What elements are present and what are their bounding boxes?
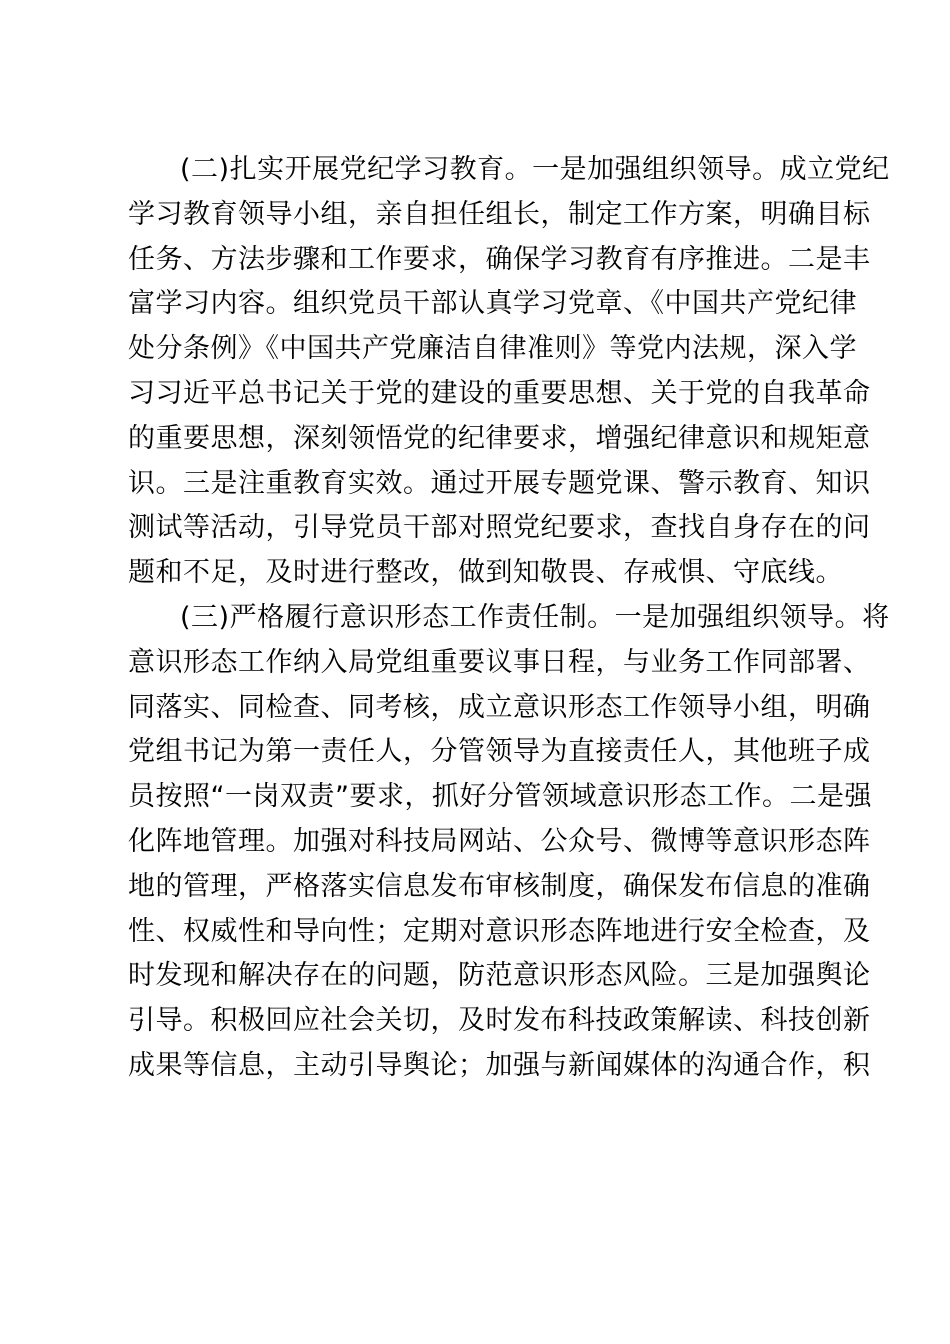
text-line: (三)严格履行意识形态工作责任制。一是加强组织领导。将 (180, 601, 890, 633)
text-line: 党组书记为第一责任人，分管领导为直接责任人，其他班子成 (128, 736, 871, 768)
text-line: 员按照“一岗双责”要求，抓好分管领域意识形态工作。二是强 (128, 781, 872, 813)
text-line: 处分条例》《中国共产党廉洁自律准则》等党内法规，深入学 (128, 333, 857, 365)
text-line: 地的管理，严格落实信息发布审核制度，确保发布信息的准确 (128, 870, 871, 902)
text-line: 的重要思想，深刻领悟党的纪律要求，增强纪律意识和规矩意 (128, 422, 871, 454)
text-line: 测试等活动，引导党员干部对照党纪要求，查找自身存在的问 (128, 512, 871, 544)
paragraph-party-discipline-education (128, 148, 890, 596)
text-line: (二)扎实开展党纪学习教育。一是加强组织领导。成立党纪 (180, 154, 890, 185)
text-line: 习习近平总书记关于党的建设的重要思想、关于党的自我革命 (128, 377, 871, 409)
text-line: 引导。积极回应社会关切，及时发布科技政策解读、科技创新 (128, 1005, 871, 1037)
document-body (128, 148, 890, 1089)
text-line: 题和不足，及时进行整改，做到知敬畏、存戒惧、守底线。 (128, 557, 843, 589)
text-line: 性、权威性和导向性；定期对意识形态阵地进行安全检查，及 (128, 915, 871, 947)
text-line: 富学习内容。组织党员干部认真学习党章、《中国共产党纪律 (128, 288, 857, 320)
text-line: 时发现和解决存在的问题，防范意识形态风险。三是加强舆论 (128, 960, 871, 992)
text-line: 识。三是注重教育实效。通过开展专题党课、警示教育、知识 (128, 467, 871, 499)
text-line: 任务、方法步骤和工作要求，确保学习教育有序推进。二是丰 (128, 243, 871, 275)
text-line: 意识形态工作纳入局党组重要议事日程，与业务工作同部署、 (128, 646, 871, 678)
text-line: 学习教育领导小组，亲自担任组长，制定工作方案，明确目标 (128, 198, 871, 230)
text-line: 成果等信息，主动引导舆论；加强与新闻媒体的沟通合作，积 (128, 1049, 871, 1081)
paragraph-ideology-responsibility (128, 596, 890, 1089)
text-line: 同落实、同检查、同考核，成立意识形态工作领导小组，明确 (128, 691, 871, 723)
text-line: 化阵地管理。加强对科技局网站、公众号、微博等意识形态阵 (128, 825, 871, 857)
